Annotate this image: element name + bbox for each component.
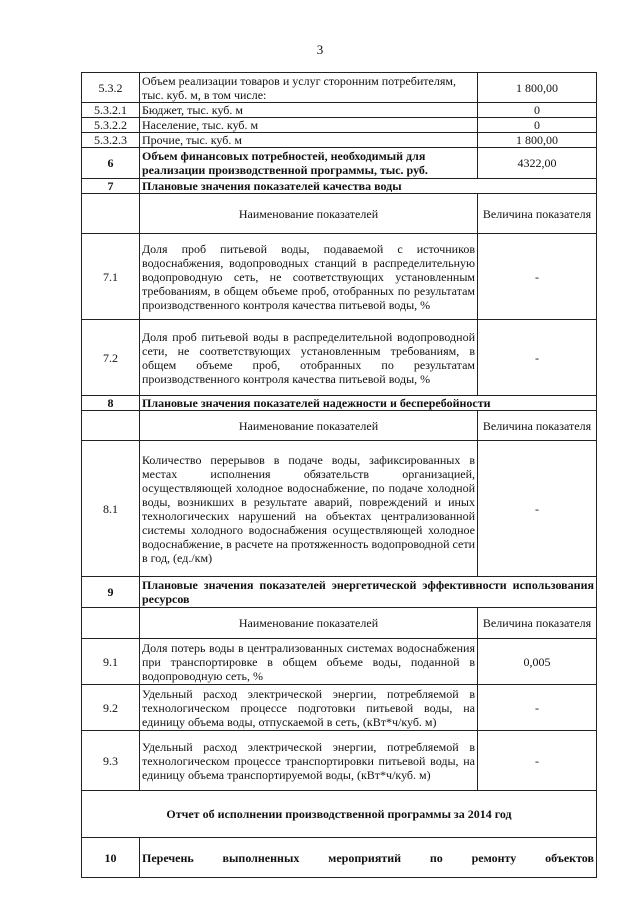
section-title: Плановые значения показателей надежности и бесперебойности [140,396,597,411]
row-value: - [478,731,597,791]
row-description: Перечень выполненных мероприятий по ремонту объектов [140,838,597,878]
row-description: Бюджет, тыс. куб. м [140,103,478,118]
column-header-value: Величина показателя [478,608,597,639]
table-row [82,731,597,791]
row-description: Население, тыс. куб. м [140,118,478,133]
row-description: Удельный расход электрической энергии, потребляемой в технологическом процессе подготовки питьевой воды, на единицу объема воды, отпускаемой в сеть, (кВт*ч/куб. м) [140,685,478,731]
section-heading-row [82,577,597,608]
row-number: 7.1 [82,234,140,320]
row-value: - [478,234,597,320]
row-description: Доля потерь воды в централизованных системах водоснабжения при транспортировке в общем объеме воды, поданной в водопроводную сеть, % [140,639,478,685]
section-title: Плановые значения показателей энергетической эффективности использования ресурсов [140,577,597,608]
program-table [81,72,597,878]
section-heading-row [82,396,597,411]
section-title: Плановые значения показателей качества воды [140,179,597,194]
row-description: Доля проб питьевой воды, подаваемой с источников водоснабжения, водопроводных станций в распределительную водопроводную сеть, не соответствующих установленным требованиям, в общем объеме проб, отобранных по результатам производственного контроля качества питьевой воды, % [140,234,478,320]
column-header-name: Наименование показателей [140,411,478,441]
row-number: 7.2 [82,320,140,396]
row-description: Объем финансовых потребностей, необходимый для реализации производственной программы, тыс. руб. [140,148,478,179]
report-heading-row [82,791,597,838]
row-number: 6 [82,148,140,179]
row-value: - [478,685,597,731]
table-row [82,103,597,118]
row-number: 9.1 [82,639,140,685]
row-number: 8.1 [82,441,140,577]
row-number: 5.3.2.1 [82,103,140,118]
table-row [82,441,597,577]
table-row [82,639,597,685]
empty-cell [82,194,140,234]
row-number: 5.3.2 [82,73,140,103]
table-row [82,320,597,396]
column-header-value: Величина показателя [478,411,597,441]
column-header-value: Величина показателя [478,194,597,234]
row-number: 9.2 [82,685,140,731]
row-description: Количество перерывов в подаче воды, зафиксированных в местах исполнения обязательств организацией, осуществляющей холодное водоснабжение, по подаче холодной воды, возникших в результате аварий, повреждений и иных технологических нарушений на объектах централизованной системы холодного водоснабжения осуществляющей холодное водоснабжение, в расчете на протяженность водопроводной сети в год, (ед./км) [140,441,478,577]
table-row [82,234,597,320]
empty-cell [82,608,140,639]
row-value: - [478,320,597,396]
table-row [82,685,597,731]
row-value: 1 800,00 [478,133,597,148]
section-heading-row [82,179,597,194]
table-row [82,118,597,133]
column-header-row [82,608,597,639]
row-number: 9.3 [82,731,140,791]
section-number: 9 [82,577,140,608]
table-row [82,133,597,148]
section-number: 8 [82,396,140,411]
row-description: Удельный расход электрической энергии, потребляемой в технологическом процессе транспортировки питьевой воды, на единицу объема транспортируемой воды, (кВт*ч/куб. м) [140,731,478,791]
column-header-row [82,411,597,441]
row-description: Объем реализации товаров и услуг сторонним потребителям, тыс. куб. м, в том числе: [140,73,478,103]
section-number: 7 [82,179,140,194]
row-number: 5.3.2.2 [82,118,140,133]
page-number: 3 [316,42,324,57]
row-description: Доля проб питьевой воды в распределительной водопроводной сети, не соответствующих установленным требованиям, в общем объеме проб, отобранных по результатам производственного контроля качества питьевой воды, % [140,320,478,396]
table-row [82,73,597,103]
row-number: 5.3.2.3 [82,133,140,148]
row-value: 1 800,00 [478,73,597,103]
row-value: 0 [478,103,597,118]
column-header-name: Наименование показателей [140,194,478,234]
table-row [82,148,597,179]
table-row [82,838,597,878]
report-title: Отчет об исполнении производственной программы за 2014 год [82,791,597,838]
row-value: - [478,441,597,577]
row-description: Прочие, тыс. куб. м [140,133,478,148]
row-value: 0,005 [478,639,597,685]
row-value: 4322,00 [478,148,597,179]
column-header-name: Наименование показателей [140,608,478,639]
empty-cell [82,411,140,441]
column-header-row [82,194,597,234]
row-value: 0 [478,118,597,133]
row-number: 10 [82,838,140,878]
